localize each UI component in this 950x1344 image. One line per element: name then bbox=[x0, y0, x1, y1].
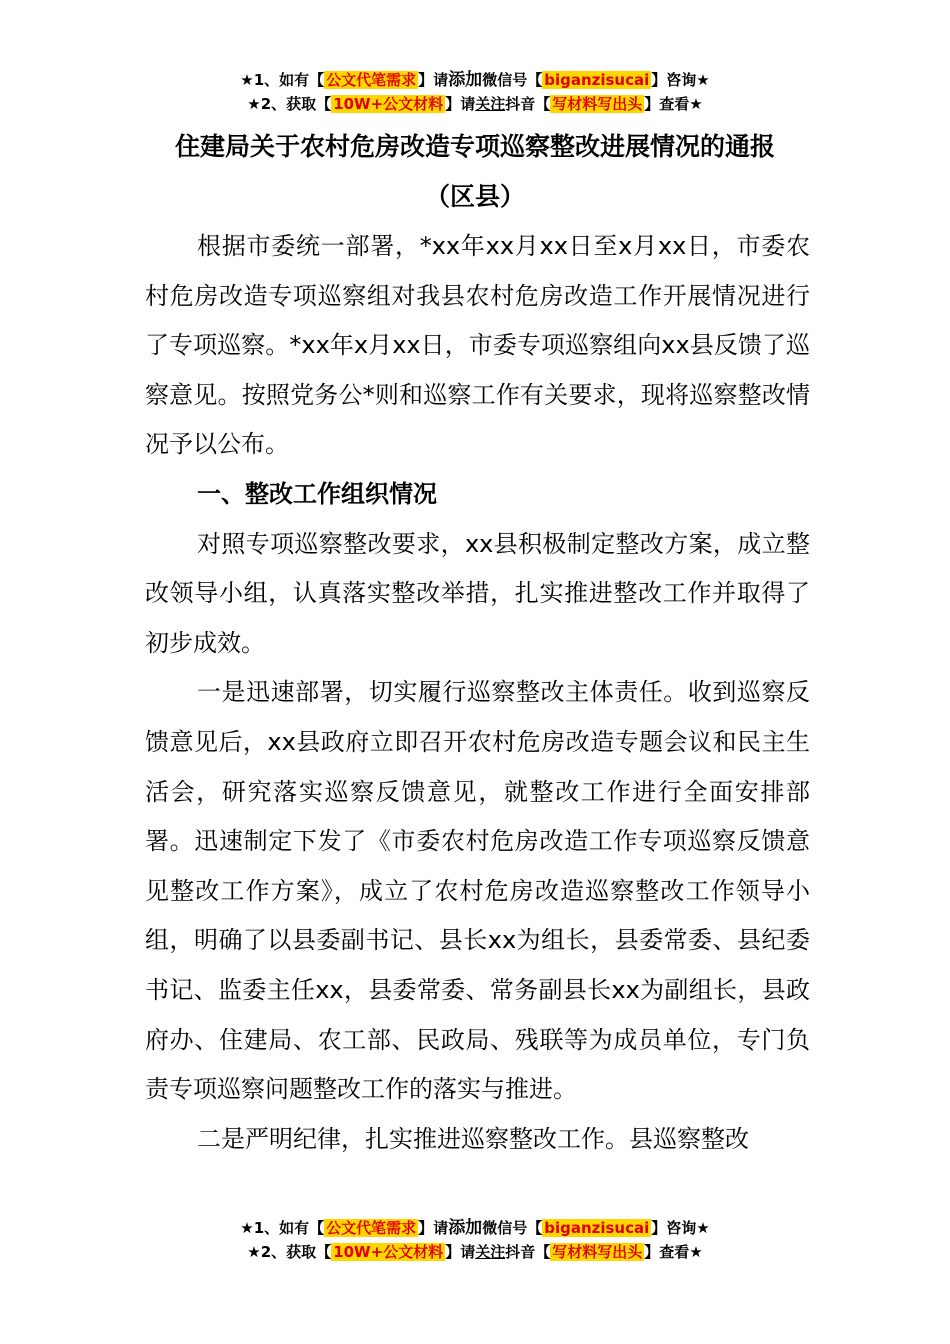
banner-highlight: 公文代笔需求 bbox=[326, 1219, 417, 1237]
banner-line-2: ★2、获取【 10W+公文材料 】请关注抖音【 写材料写出头 】查看★ bbox=[247, 1243, 703, 1261]
banner-line-1: ★1、如有【 公文代笔需求 】请添加微信号【 biganzisucai 】咨询★ bbox=[240, 70, 710, 90]
footer-banner bbox=[0, 1216, 950, 1264]
banner-highlight: 10W+公文材料 bbox=[333, 95, 444, 113]
banner-highlight: 公文代笔需求 bbox=[326, 71, 417, 89]
banner-highlight: 10W+公文材料 bbox=[333, 1243, 444, 1261]
banner-line-2: ★2、获取【 10W+公文材料 】请关注抖音【 写材料写出头 】查看★ bbox=[247, 95, 703, 113]
paragraph: 根据市委统一部署，*xx年xx月xx日至x月xx日，市委农村危房改造专项巡察组对我县农村危房改造工作开展情况进行了专项巡察。*xx年x月xx日，市委专项巡察组向xx县反馈了巡察意见。按照党务公*则和巡察工作有关要求，现将巡察整改情况予以公布。 bbox=[145, 232, 810, 459]
paragraph: 二是严明纪律，扎实推进巡察整改工作。县巡察整改 bbox=[197, 1124, 749, 1153]
banner-highlight: 写材料写出头 bbox=[552, 95, 643, 113]
banner-highlight: biganzisucai bbox=[544, 1219, 650, 1237]
document-title bbox=[0, 122, 950, 222]
document-body bbox=[145, 222, 810, 1164]
title-line-2: （区县） bbox=[424, 182, 525, 211]
banner-highlight: 写材料写出头 bbox=[552, 1243, 643, 1261]
section-heading: 一、整改工作组织情况 bbox=[197, 479, 437, 508]
title-line-1: 住建局关于农村危房改造专项巡察整改进展情况的通报 bbox=[174, 132, 775, 161]
banner-line-1: ★1、如有【 公文代笔需求 】请添加微信号【 biganzisucai 】咨询★ bbox=[240, 1218, 710, 1238]
paragraph: 对照专项巡察整改要求，xx县积极制定整改方案，成立整改领导小组，认真落实整改举措，扎实推进整改工作并取得了初步成效。 bbox=[145, 529, 810, 657]
paragraph: 一是迅速部署，切实履行巡察整改主体责任。收到巡察反馈意见后，xx县政府立即召开农村危房改造专题会议和民主生活会，研究落实巡察反馈意见，就整改工作进行全面安排部署。迅速制定下发了《市委农村危房改造工作专项巡察反馈意见整改工作方案》，成立了农村危房改造巡察整改工作领导小组，明确了以县委副书记、县长xx为组长，县委常委、县纪委书记、监委主任xx，县委常委、常务副县长xx为副组长，县政府办、住建局、农工部、民政局、残联等为成员单位，专门负责专项巡察问题整改工作的落实与推进。 bbox=[145, 678, 810, 1104]
header-banner bbox=[0, 68, 950, 116]
banner-highlight: biganzisucai bbox=[544, 71, 650, 89]
